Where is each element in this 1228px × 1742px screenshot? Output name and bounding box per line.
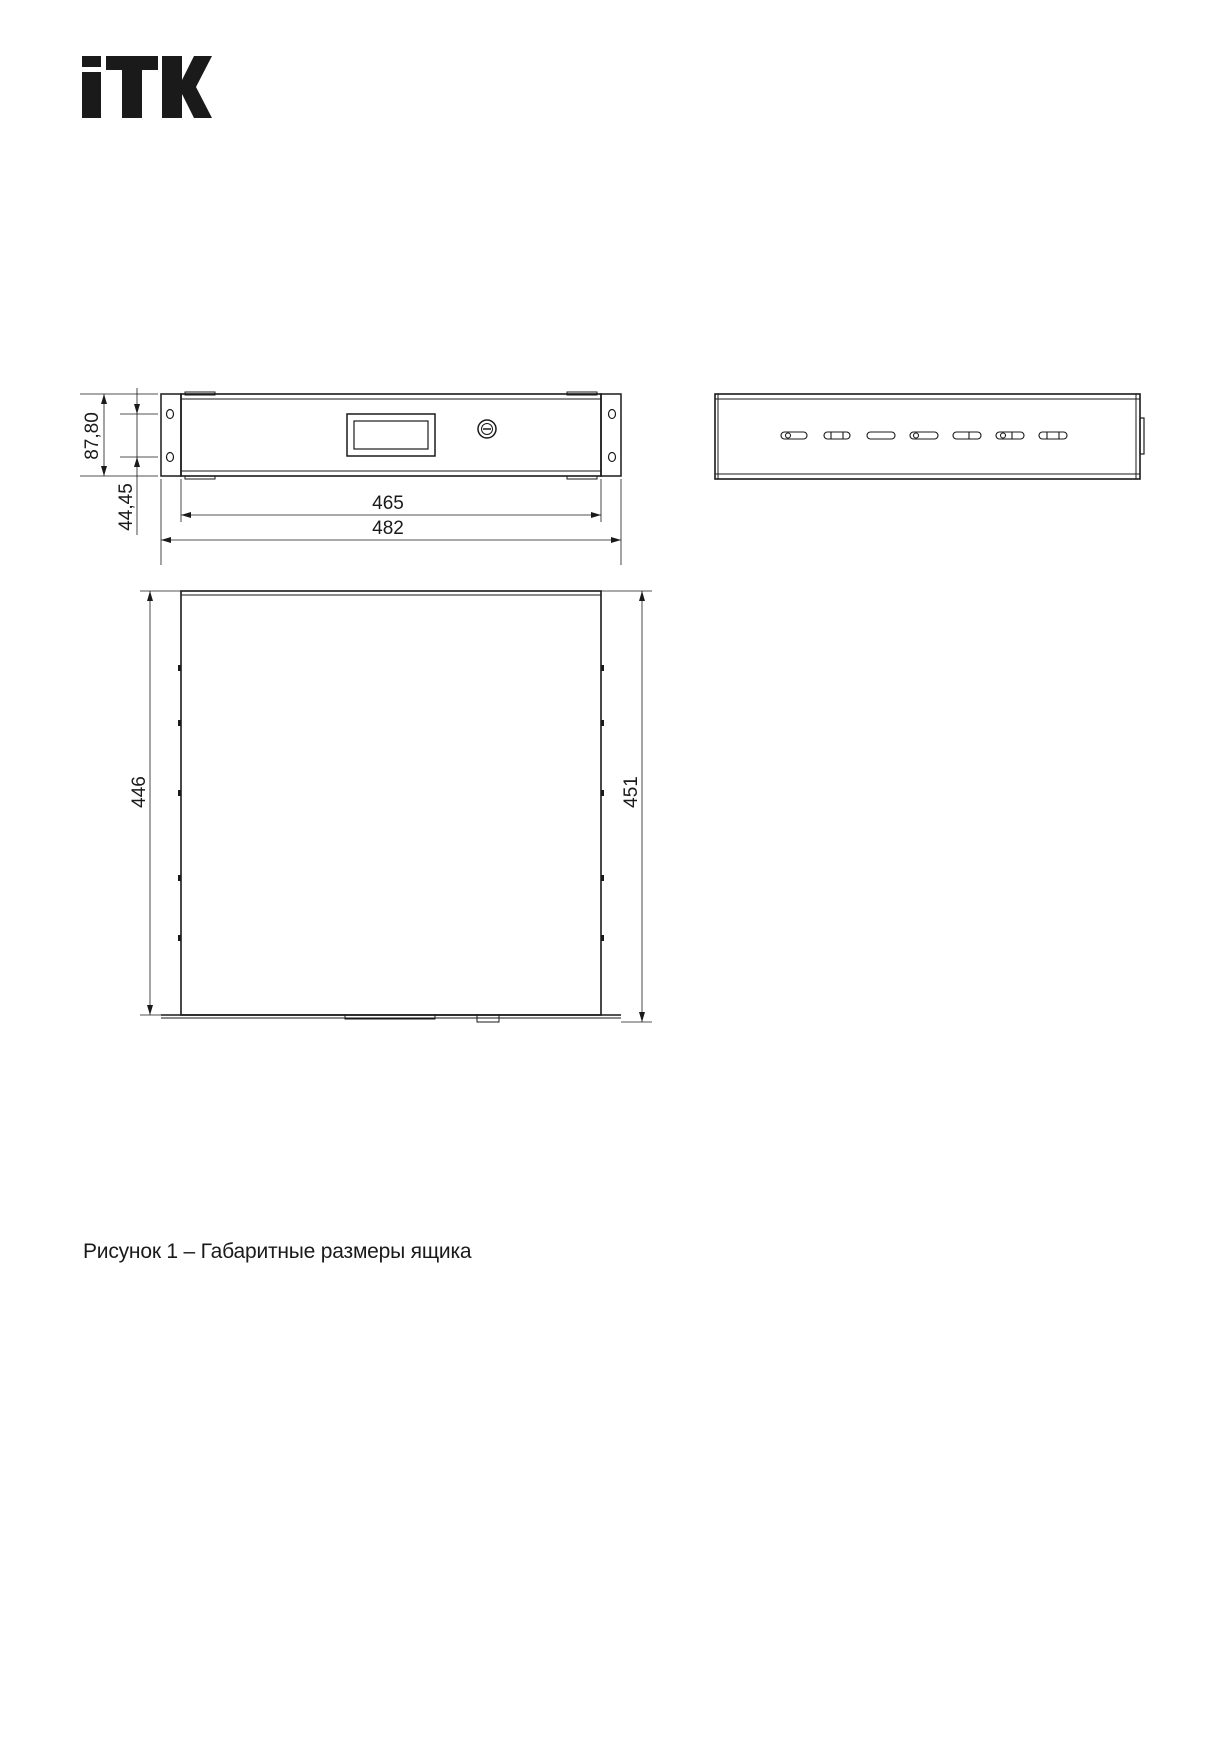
side-view [715, 394, 1144, 479]
dim-depth-outer: 451 [621, 776, 642, 808]
dim-inner-width: 465 [372, 493, 404, 514]
dim-unit-height: 44,45 [116, 483, 137, 531]
dim-outer-width: 482 [372, 518, 404, 539]
front-panel [181, 394, 601, 476]
dim-height-total: 87,80 [82, 412, 103, 460]
front-handle [347, 414, 435, 456]
right-mounting-flange [601, 394, 621, 476]
figure-caption: Рисунок 1 – Габаритные размеры ящика [83, 1240, 472, 1263]
top-panel [181, 591, 601, 1015]
top-view [129, 591, 652, 1022]
side-panel [715, 394, 1140, 479]
dim-depth-inner: 446 [129, 776, 150, 808]
left-mounting-flange [161, 394, 181, 476]
front-view [80, 388, 621, 565]
